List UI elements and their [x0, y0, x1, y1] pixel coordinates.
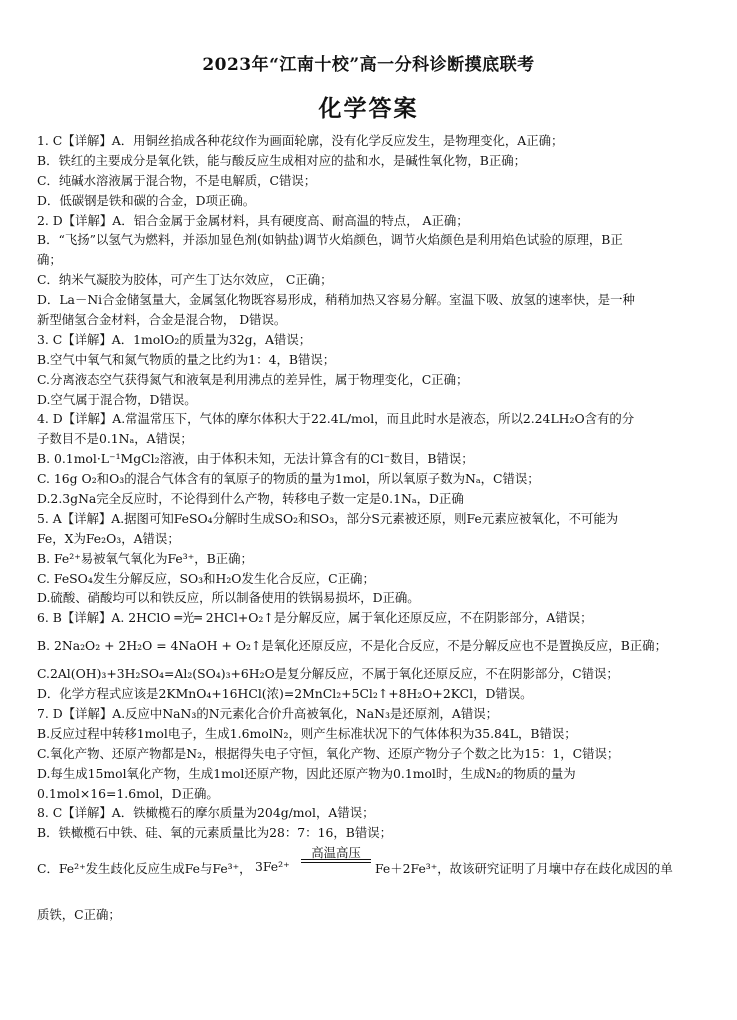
document-title: 2023年“江南十校”高一分科诊断摸底联考 — [202, 55, 535, 75]
text-line: B．铁红的主要成分是氧化铁，能与酸反应生成相对应的盐和水，是碱性氧化物，B正确； — [37, 152, 527, 168]
equals-bar-top — [301, 859, 371, 860]
text-line: 子数目不是0.1Nₐ，A错误； — [37, 431, 193, 447]
text-line: D．化学方程式应该是2KMnO₄+16HCl(浓)=2MnCl₂+5Cl₂↑+8H₂O+2KCl，D错误。 — [37, 686, 533, 702]
equation-lead-text: C．Fe²⁺发生歧化反应生成Fe与Fe³⁺， — [37, 861, 252, 877]
text-line: B．铁橄榄石中铁、硅、氧的元素质量比为28：7：16，B错误； — [37, 825, 393, 841]
text-line: B. 0.1mol·L⁻¹MgCl₂溶液，由于体积未知，无法计算含有的Cl⁻数目，B错误； — [37, 451, 474, 467]
text-line: D.空气属于混合物，D错误。 — [37, 391, 197, 407]
equation-reactant: 3Fe²⁺ — [255, 859, 290, 875]
text-line: B.空气中氧气和氮气物质的量之比约为1：4，B错误； — [37, 351, 336, 367]
text-line: 1. C【详解】A．用铜丝掐成各种花纹作为画面轮廓，没有化学反应发生，是物理变化，A正确； — [37, 133, 564, 148]
text-line: 新型储氢合金材料，合金是混合物， D错误。 — [37, 312, 287, 328]
text-line: B. 2Na₂O₂ + 2H₂O = 4NaOH + O₂↑是氧化还原反应，不是化合反应，不是分解反应也不是置换反应，B正确； — [37, 638, 667, 654]
text-line: D.2.3gNa完全反应时，不论得到什么产物，转移电子数一定是0.1Nₐ，D正确 — [37, 491, 464, 507]
text-line: 8. C【详解】A．铁橄榄石的摩尔质量为204g/mol，A错误； — [37, 805, 375, 821]
text-line: 6. B【详解】A. 2HClO ═光═ 2HCl+O₂↑是分解反应，属于氧化还原反应，不在阴影部分，A错误； — [37, 610, 593, 626]
text-line: B.反应过程中转移1mol电子，生成1.6molN₂，则产生标准状况下的气体体积为35.84L，B错误； — [37, 725, 577, 741]
text-line: C．纳米气凝胶为胶体，可产生丁达尔效应， C正确； — [37, 272, 333, 288]
text-line: C. FeSO₄发生分解反应，SO₃和H₂O发生化合反应，C正确； — [37, 570, 375, 586]
text-line: 0.1mol×16=1.6mol，D正确。 — [37, 785, 219, 801]
text-line: 3. C【详解】A．1molO₂的质量为32g，A错误； — [37, 331, 312, 347]
text-line: C.氧化产物、还原产物都是N₂，根据得失电子守恒，氧化产物、还原产物分子个数之比为15：1，C错误； — [37, 745, 620, 761]
text-line: 2. D【详解】A．铝合金属于金属材料，具有硬度高、耐高温的特点， A正确； — [37, 212, 469, 228]
text-line: 质铁，C正确； — [37, 907, 121, 923]
document-subtitle: 化学答案 — [318, 95, 419, 122]
reaction-condition: 高温高压 — [311, 845, 361, 861]
text-line: 确； — [37, 252, 62, 268]
text-line: C.2Al(OH)₃+3H₂SO₄=Al₂(SO₄)₃+6H₂O是复分解反应，不属于氧化还原反应，不在阴影部分，C错误； — [37, 666, 619, 682]
text-line: B. Fe²⁺易被氧气氧化为Fe³⁺，B正确； — [37, 550, 253, 566]
answer-body — [37, 131, 715, 925]
equation-products: Fe＋2Fe³⁺，故该研究证明了月壤中存在歧化成因的单 — [375, 861, 673, 877]
text-line: D.每生成15mol氧化产物，生成1mol还原产物，因此还原产物为0.1mol时，生成N₂的物质的量为 — [37, 765, 576, 781]
reaction-equation-line — [37, 847, 715, 883]
text-line: Fe，X为Fe₂O₃，A错误； — [37, 530, 180, 546]
text-line: 4. D【详解】A.常温常压下，气体的摩尔体积大于22.4L/mol，而且此时水是液态，所以2.24LH₂O含有的分 — [37, 411, 635, 427]
text-line: B．“飞扬”以氢气为燃料，并添加显色剂(如钠盐)调节火焰颜色，调节火焰颜色是利用焰色试验的原理，B正 — [37, 232, 623, 248]
text-line: 7. D【详解】A.反应中NaN₃的N元素化合价升高被氧化，NaN₃是还原剂，A错误； — [37, 705, 498, 721]
text-line: C．纯碱水溶液属于混合物，不是电解质，C错误； — [37, 172, 317, 188]
text-line: C.分离液态空气获得氮气和液氧是利用沸点的差异性，属于物理变化，C正确； — [37, 371, 469, 387]
text-line: D．La－Ni合金储氢量大，金属氢化物既容易形成，稍稍加热又容易分解。室温下吸、放氢的速率快，是一种 — [37, 292, 635, 308]
equals-bar-bottom — [301, 862, 371, 863]
text-line: D．低碳钢是铁和碳的合金，D项正确。 — [37, 192, 256, 208]
text-line: D.硫酸、硝酸均可以和铁反应，所以制备使用的铁锅易损坏，D正确。 — [37, 590, 420, 606]
text-line: 5. A【详解】A.据图可知FeSO₄分解时生成SO₂和SO₃，部分S元素被还原，则Fe元素应被氧化，不可能为 — [37, 510, 619, 526]
text-line: C. 16g O₂和O₃的混合气体含有的氧原子的物质的量为1mol，所以氧原子数为Nₐ，C错误； — [37, 471, 540, 487]
